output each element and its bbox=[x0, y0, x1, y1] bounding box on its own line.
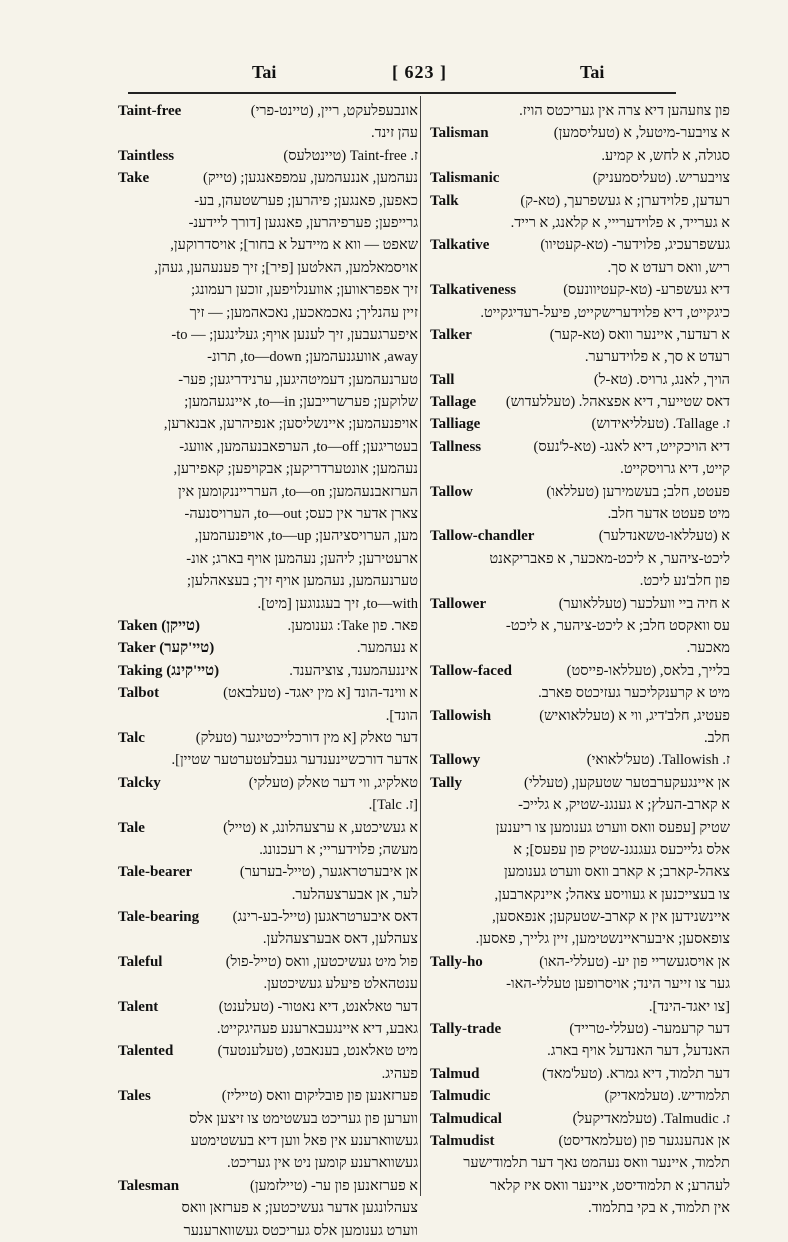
dictionary-line: קייט, דיא גרויסקייט. bbox=[620, 461, 730, 478]
definition-text: הויך, לאנג, גרויס. (טא-ל) bbox=[593, 371, 730, 388]
dictionary-line bbox=[430, 1108, 730, 1130]
dictionary-line: רעדט א סך, א פלוידערער. bbox=[584, 349, 730, 366]
dictionary-line: צו בעצייכנען א געוויסע צאהל; איינקארבען, bbox=[494, 886, 730, 903]
dictionary-line: מען, הערויסציהען; to—up, אויפנעהמען, bbox=[194, 528, 418, 545]
headword: Taken (טייקן) bbox=[118, 617, 200, 634]
dictionary-line bbox=[118, 615, 418, 637]
dictionary-line bbox=[118, 682, 418, 704]
definition-text: א (טעללאו-טשאנדלער) bbox=[598, 528, 730, 545]
dictionary-line: סגולה, א לחש, א קמיע. bbox=[601, 147, 730, 164]
dictionary-line bbox=[118, 1040, 418, 1062]
header-guide-word-right: Tai bbox=[580, 62, 605, 82]
dictionary-line bbox=[430, 324, 730, 346]
definition-text: א רעדער, איינער וואס (טא-קער) bbox=[549, 326, 730, 343]
definition-text: אונבעפלעקט, ריין, (טיינט-פרי) bbox=[250, 103, 418, 119]
headword: Tale-bearer bbox=[118, 864, 193, 881]
definition-text: אן אויסגעשריי פון יע- (טעללי-האו) bbox=[539, 953, 730, 970]
dictionary-line bbox=[430, 1130, 730, 1152]
definition-text: פול מיט געשיכטען, וואס (טייל-פול) bbox=[225, 953, 418, 970]
dictionary-line: הונד]. bbox=[385, 707, 418, 724]
definition-text: א צויבער-מיטעל, א (טעליסמען) bbox=[553, 125, 730, 142]
headword: Talmudical bbox=[430, 1110, 502, 1127]
definition-text: פעטיג, חלב'דיג, ווי א (טעללאואיש) bbox=[539, 707, 730, 724]
headword: Tale-bearing bbox=[118, 909, 200, 926]
dictionary-line: מעשה; פלוידעריי; א רעכנונג. bbox=[259, 841, 418, 858]
headword: Talliage bbox=[430, 416, 481, 433]
dictionary-line bbox=[118, 1175, 418, 1197]
dictionary-line: ענטהאלט פיעלע געשיכטען. bbox=[263, 976, 418, 993]
headword: Taint-free bbox=[118, 103, 182, 119]
definition-text: תלמודיש. (טעלמאדיק) bbox=[604, 1088, 730, 1105]
dictionary-line: צארן אדער אין כעס; to—out, הערויסנעה- bbox=[184, 506, 418, 523]
headword: Tallower bbox=[430, 595, 487, 612]
dictionary-line bbox=[430, 167, 730, 189]
dictionary-line bbox=[118, 951, 418, 973]
definition-text: א געשיכטע, א ערצעהלונג, א (טייל) bbox=[223, 819, 418, 836]
dictionary-line: נעהמען; אונטערדריקען; אבקויפען; קאפירען, bbox=[173, 461, 418, 478]
headword: Tales bbox=[118, 1088, 151, 1105]
dictionary-line bbox=[118, 772, 418, 794]
dictionary-line: ריש, וואס רעדט א סך. bbox=[607, 259, 730, 276]
dictionary-line: אין תלמוד, א בקי בתלמוד. bbox=[588, 1200, 730, 1217]
definition-text: רעדען, פלוידערן; א געשפרעך, (טא-ק) bbox=[520, 192, 730, 209]
dictionary-line: צופאסען; איבעראיינשטימען, זיין גלייך, פאסען. bbox=[475, 931, 730, 948]
dictionary-line: ווערען פון געריכט בעשטימט צו זיצען אלס bbox=[189, 1110, 418, 1127]
headword: Taintless bbox=[118, 147, 175, 164]
headword: Tallowy bbox=[430, 752, 481, 769]
dictionary-line: גאבע, דיא איינגעבארענע פעהיגקייט. bbox=[216, 1021, 418, 1038]
dictionary-line: אדער דורכשיינענדער געבלעטערטער שטיין]. bbox=[171, 752, 418, 769]
dictionary-line bbox=[430, 122, 730, 144]
dictionary-line: מיט פעטט אדער חלב. bbox=[607, 506, 730, 523]
dictionary-line bbox=[118, 167, 418, 189]
headword: Tallness bbox=[430, 438, 482, 455]
dictionary-line bbox=[118, 861, 418, 883]
dictionary-line bbox=[430, 391, 730, 413]
definition-text: דאס שטייער, דיא אפצאהל. (טעללעדוש) bbox=[505, 394, 730, 411]
definition-text: דיא געשפרע- (טא-קעטיוונעס) bbox=[563, 282, 730, 299]
dictionary-line bbox=[430, 279, 730, 301]
headword: Talisman bbox=[430, 125, 489, 142]
dictionary-line bbox=[118, 817, 418, 839]
definition-text: דער קרעמער- (טעללי-טרייד) bbox=[569, 1021, 730, 1038]
dictionary-line: אויפנעהמען; איינשליסען; אנפיהרען, אבנארען, bbox=[163, 416, 418, 433]
headword: Talc bbox=[118, 729, 145, 746]
dictionary-line: עהן זינד. bbox=[370, 125, 418, 142]
dictionary-line: כאפען, פאנגען; פיהרען; פערשטעהן, בע- bbox=[194, 192, 418, 209]
definition-text: דיא הויכקייט, דיא לאנג- (טא-ל'נעס) bbox=[533, 438, 730, 455]
dictionary-line: מיט א קרענקליכער געזיכטס פארב. bbox=[538, 685, 730, 702]
dictionary-line: מאכער. bbox=[686, 640, 730, 657]
headword: Talmudist bbox=[430, 1132, 495, 1149]
dictionary-line: אויסמאלמען, האלטען [פיר]; זיך פענעהען, געהן, bbox=[154, 259, 418, 276]
dictionary-line bbox=[118, 727, 418, 749]
dictionary-line: ווערט גענומען אלס געריכטס געשווארענער bbox=[183, 1222, 418, 1239]
dictionary-line bbox=[430, 525, 730, 547]
dictionary-line bbox=[430, 1018, 730, 1040]
dictionary-line: [ז. Talc]. bbox=[368, 797, 418, 814]
dictionary-line bbox=[430, 772, 730, 794]
dictionary-line: שלוקען; פערשרייבען; to—in, איינגעהמען; bbox=[184, 394, 418, 411]
dictionary-line bbox=[118, 145, 418, 167]
dictionary-line: האנדעל, דער האנדעל אויף בארג. bbox=[547, 1043, 730, 1060]
dictionary-line: צאהל-קארב; א קארב וואס ווערט גענומען bbox=[503, 864, 730, 881]
header-rule bbox=[128, 92, 676, 94]
dictionary-line: גרייפען; פערפיהרען, פאנגען [דורך ליידענ- bbox=[188, 214, 418, 231]
definition-text: געשפרעכיג, פלוידער- (טא-קעטיוו) bbox=[540, 237, 730, 254]
definition-text: א ווינד-הונד [א מין יאגד- (טעלבאט) bbox=[223, 685, 418, 702]
definition-text: דער טאלאנט, דיא נאטור- (טעלענט) bbox=[218, 998, 418, 1015]
headword: Taking (טיי'קינג) bbox=[118, 662, 220, 679]
dictionary-line: תלמוד, איינער וואס נעהמט נאך דער תלמודישער bbox=[463, 1155, 730, 1172]
dictionary-line bbox=[118, 996, 418, 1018]
headword: Talk bbox=[430, 192, 459, 209]
dictionary-line: צעהלונגען אדער געשיכטען; א פערזאן וואס bbox=[181, 1200, 418, 1217]
dictionary-line: כיגקייט, דיא פלוידערישקייט, פיעל-רעדיגקייט. bbox=[480, 304, 730, 321]
headword: Tallow-chandler bbox=[430, 528, 535, 545]
definition-text: ז. Tallowish. (טעל'לאואי) bbox=[586, 752, 730, 769]
definition-text: אן איינגעקערבטער שטעקען, (טעללי) bbox=[524, 774, 730, 791]
dictionary-line: חלב. bbox=[704, 729, 730, 746]
dictionary-line bbox=[430, 593, 730, 615]
headword: Tallage bbox=[430, 394, 477, 411]
dictionary-line: איפערגעבען, זיך לענען אויף; געלינגען; — to- bbox=[171, 326, 418, 343]
dictionary-line bbox=[430, 413, 730, 435]
headword: Take bbox=[118, 170, 150, 187]
headword: Tallowish bbox=[430, 707, 492, 724]
left-column bbox=[118, 100, 418, 1242]
dictionary-line bbox=[430, 1063, 730, 1085]
dictionary-line: to—with, זיך בעגנוגען [מיט]. bbox=[257, 595, 418, 612]
dictionary-line: [צו יאגד-הינד]. bbox=[648, 998, 730, 1015]
definition-text: מיט טאלאנט, בענאבט, (טעלענטעד) bbox=[217, 1043, 418, 1060]
definition-text: צויבעריש. (טעליסמעניק) bbox=[592, 170, 730, 187]
dictionary-line: גער צו זייער הינד; אויסרופען טעללי-האו- bbox=[506, 976, 730, 993]
dictionary-line: טערנעהמען; דעמיטהיגען, ערנידריגען; פער- bbox=[178, 371, 418, 388]
definition-text: דער טאלק [א מין דורכלייכטיגער (טעלק) bbox=[195, 729, 418, 746]
dictionary-line bbox=[118, 100, 418, 122]
dictionary-line bbox=[118, 906, 418, 928]
definition-text: ז. Talmudic. (טעלמאדיקעל) bbox=[572, 1110, 730, 1127]
headword: Talbot bbox=[118, 685, 160, 702]
definition-text: אן איבערטראגער, (טייל-בערער) bbox=[239, 864, 418, 881]
definition-text: פערזאנען פון פובליקום וואס (טייליז) bbox=[221, 1088, 418, 1105]
dictionary-line bbox=[430, 481, 730, 503]
headword: Talmudic bbox=[430, 1088, 491, 1105]
headword: Tally bbox=[430, 774, 462, 791]
headword: Talkativeness bbox=[430, 282, 517, 299]
dictionary-line: געשווארענע אין פאל ווען דיא בעשטימטע bbox=[190, 1132, 418, 1149]
dictionary-line bbox=[118, 637, 418, 659]
definition-text: ז. Taint-free (טיינטלעס) bbox=[283, 147, 418, 164]
headword: Talkative bbox=[430, 237, 490, 254]
dictionary-line: א גערייד, א פלוידערייי, א קלאנג, א רייד. bbox=[510, 214, 730, 231]
headword: Talent bbox=[118, 998, 159, 1015]
dictionary-line: איינשנידען אין א קארב-שטעקען; אנפאסען, bbox=[492, 909, 730, 926]
dictionary-line: שאפט — ווא א מיידעל א בחור]; אויסדרוקען, bbox=[170, 237, 418, 254]
headword: Talmud bbox=[430, 1065, 480, 1082]
definition-text: אן אנהענגער פון (טעלמאדיסט) bbox=[558, 1132, 730, 1149]
header-guide-word-left: Tai bbox=[252, 62, 277, 82]
headword: Talesman bbox=[118, 1177, 180, 1194]
dictionary-line bbox=[430, 749, 730, 771]
headword: Tale bbox=[118, 819, 145, 836]
column-separator bbox=[420, 96, 421, 1196]
headword: Tallow-faced bbox=[430, 662, 512, 679]
dictionary-line: צעהלען, דאס אבערצעהלען. bbox=[262, 931, 418, 948]
page-header bbox=[130, 62, 670, 86]
dictionary-line: פון חלב'נע ליכט. bbox=[639, 573, 730, 590]
page-number: [ 623 ] bbox=[392, 62, 447, 82]
dictionary-line: טערנעהמען, נעהמען אויף זיך; בעצאהלען; bbox=[187, 573, 418, 590]
dictionary-line: זיין עהנליך; נאכמאכען, נאכאהמען; — זיך bbox=[189, 304, 418, 321]
definition-text: איננעהמענד, צוציהענד. bbox=[289, 662, 418, 679]
dictionary-line: ליכט-ציהער, א ליכט-מאכער, א פאבריקאנט bbox=[489, 550, 730, 567]
definition-text: בלייך, בלאס, (טעללאו-פייסט) bbox=[566, 662, 730, 679]
dictionary-line: א קארב-העלץ; א גענגנ-שטיק, א גלייכ- bbox=[518, 797, 730, 814]
dictionary-line: פעהיג. bbox=[381, 1065, 418, 1082]
definition-text: ז. Tallage. (טעלליאידוש) bbox=[591, 416, 730, 433]
headword: Talismanic bbox=[430, 170, 500, 187]
dictionary-line: ארעטירען; ליהען; נעהמען אויף בארג; אונ- bbox=[186, 550, 418, 567]
dictionary-line: אלס גלייכעס געגנגנ-שטיק פון עפעס]; א bbox=[513, 841, 730, 858]
definition-text: פעטט, חלב; בעשמירען (טעללאו) bbox=[546, 483, 730, 500]
dictionary-line bbox=[430, 190, 730, 212]
definition-text: דאס איבערטראגען (טייל-בע-רינג) bbox=[232, 909, 418, 926]
headword: Tall bbox=[430, 371, 455, 388]
dictionary-line: הערזאבנעהמען; to—on, העררייננקומען אין bbox=[178, 483, 418, 500]
right-column bbox=[430, 100, 730, 1220]
dictionary-line: פון צוזעהען דיא צרה אין געריכטס הויז. bbox=[519, 103, 730, 119]
definition-text: א פערזאנען פון ער- (טיילזמען) bbox=[250, 1177, 418, 1194]
headword: Tallow bbox=[430, 483, 473, 500]
dictionary-line bbox=[430, 951, 730, 973]
dictionary-line bbox=[430, 1085, 730, 1107]
dictionary-line: לעהרע; א תלמודיסט, איינער וואס איז קלאר bbox=[489, 1177, 730, 1194]
dictionary-line: געשווארענע קומען ניט אין געריכט. bbox=[227, 1155, 418, 1172]
headword: Tally-trade bbox=[430, 1021, 502, 1038]
headword: Tally-ho bbox=[430, 953, 483, 970]
dictionary-line bbox=[118, 660, 418, 682]
dictionary-line: לער, אן אבערצעהלער. bbox=[291, 886, 418, 903]
dictionary-line bbox=[430, 705, 730, 727]
dictionary-line bbox=[430, 369, 730, 391]
definition-text: פאר. פון Take: גענומען. bbox=[287, 617, 418, 634]
dictionary-line: עס וואקסט חלב; א ליכט-ציהער, א ליכט- bbox=[505, 617, 730, 634]
dictionary-line bbox=[118, 1085, 418, 1107]
dictionary-line bbox=[430, 436, 730, 458]
headword: Talcky bbox=[118, 774, 161, 791]
dictionary-line bbox=[430, 660, 730, 682]
definition-text: א נעהמער. bbox=[356, 640, 418, 657]
definition-text: טאלקיג, ווי דער טאלק (טעלקי) bbox=[248, 774, 418, 791]
dictionary-line: away, אוועגנעהמען; to—down, תרונ- bbox=[207, 349, 418, 366]
definition-text: א חיה ביי וועלכער (טעללאוער) bbox=[558, 595, 730, 612]
definition-text: דער תלמוד, דיא גמרא. (טעל'מאד) bbox=[542, 1065, 730, 1082]
dictionary-line: זיך אפפראווען; אווענלויפען, זוכען רעמונג; bbox=[191, 282, 418, 299]
dictionary-line: בעטריגען; to—off, הערפאבנעהמען, אוועג- bbox=[179, 438, 418, 455]
dictionary-line bbox=[430, 234, 730, 256]
headword: Taleful bbox=[118, 953, 163, 970]
headword: Taker (טיי'קער) bbox=[118, 640, 215, 657]
dictionary-line: שטיק [עפעס וואס ווערט גענומען צו ריענען bbox=[495, 819, 730, 836]
headword: Talker bbox=[430, 326, 472, 343]
definition-text: נעהמען, אננעהמען, עמפפאנגען; (טייק) bbox=[203, 170, 418, 187]
headword: Talented bbox=[118, 1043, 174, 1060]
